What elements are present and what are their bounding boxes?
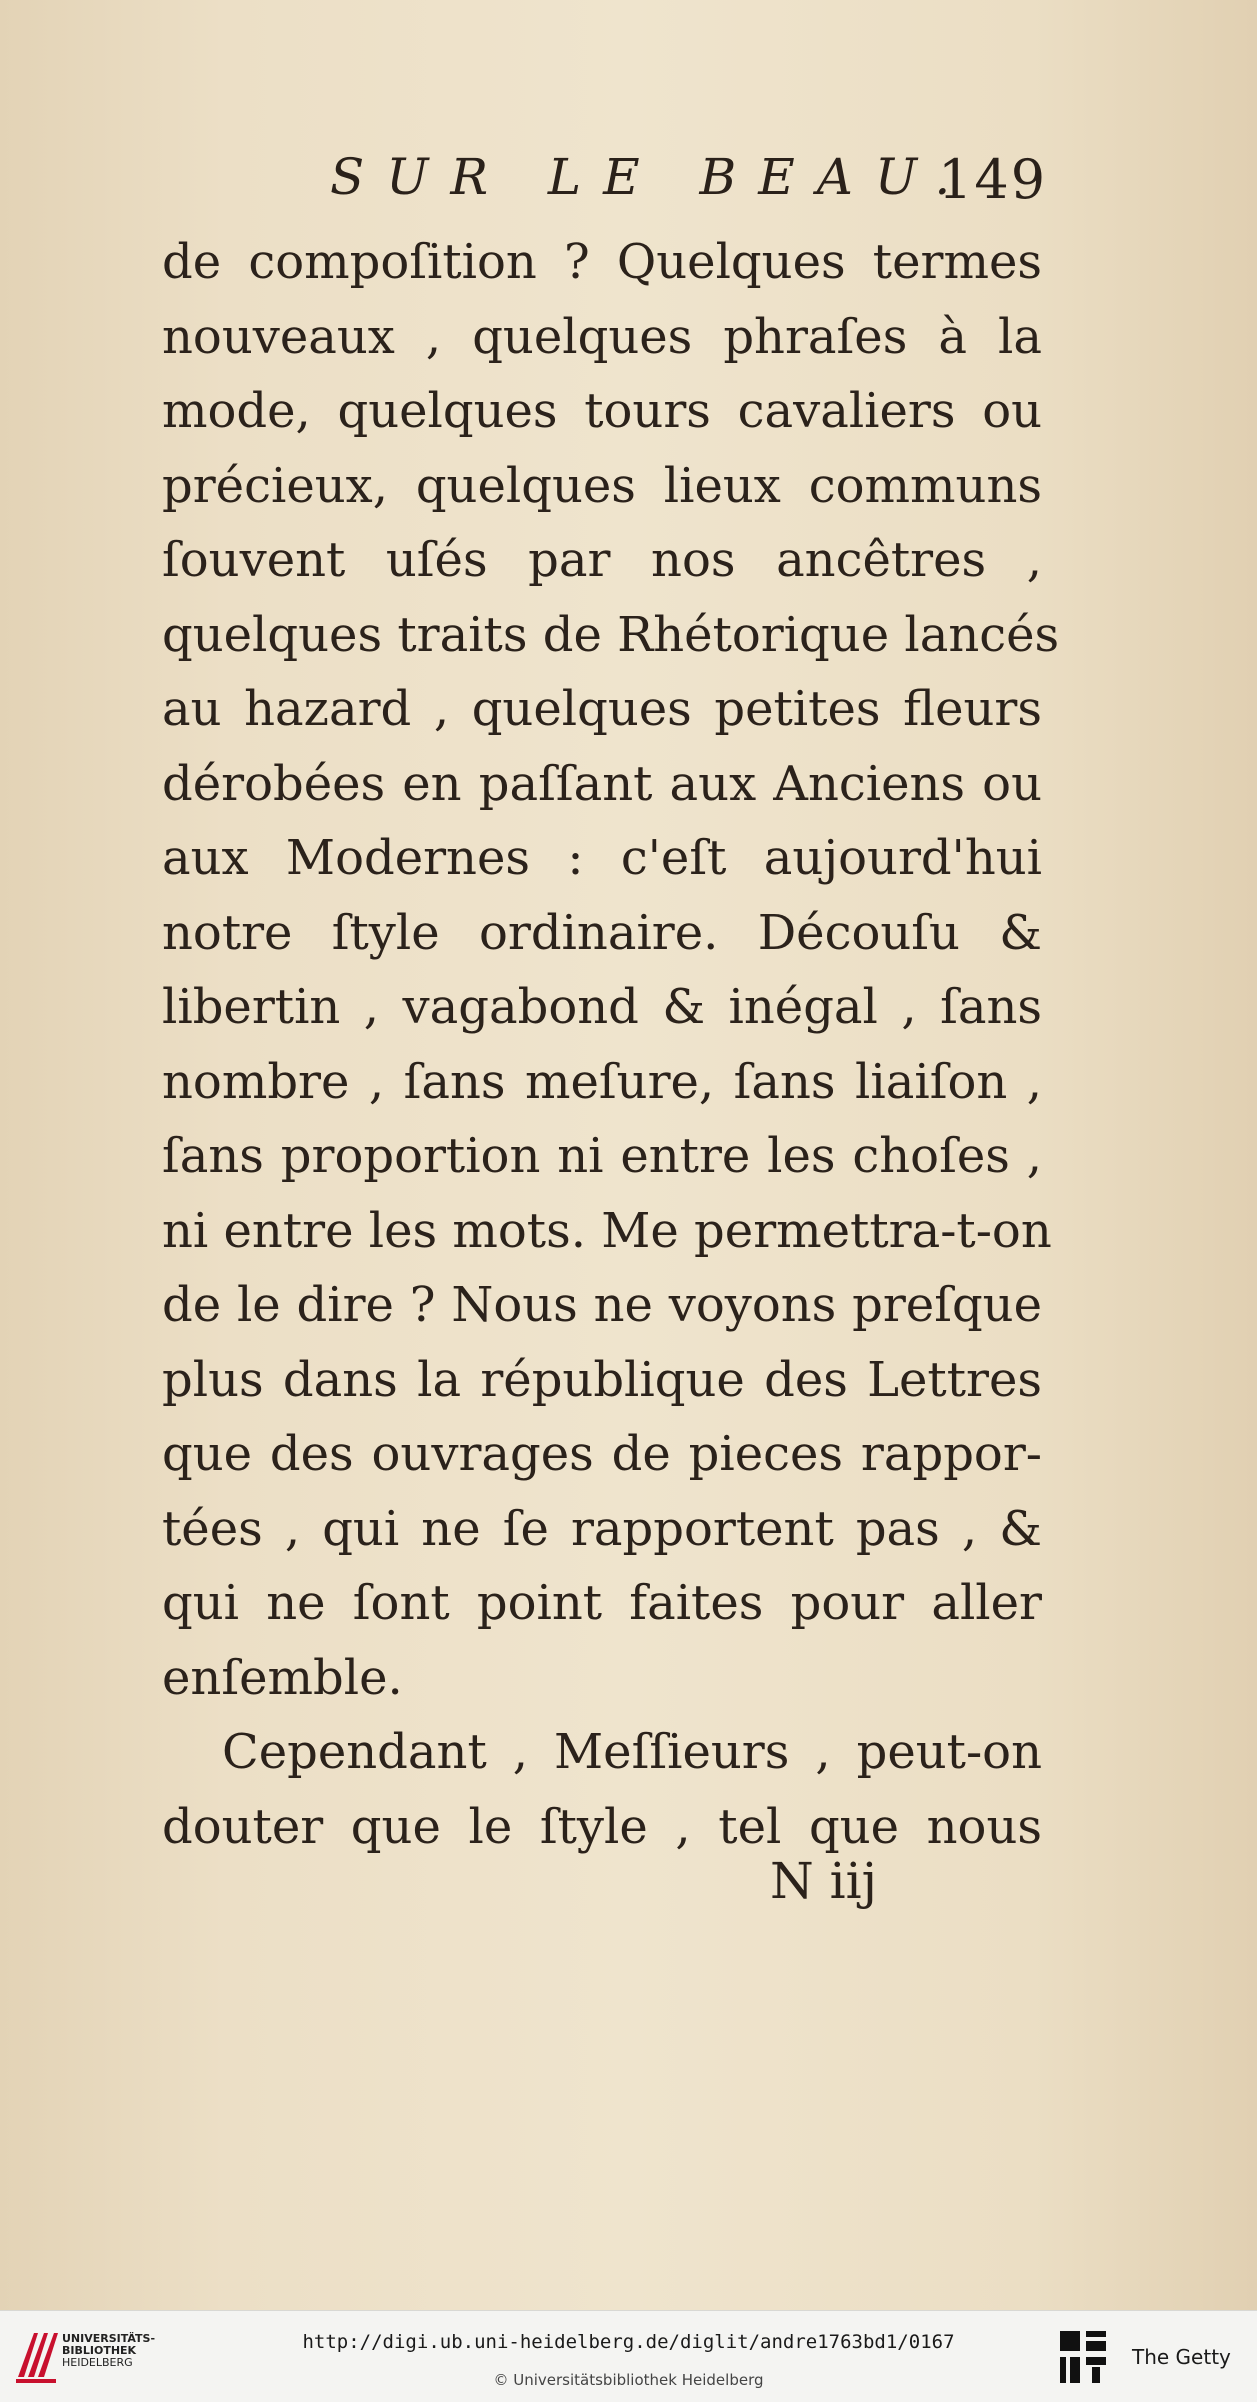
viewer-footer [0, 2310, 1257, 2402]
text-line: de compoſition ? Quelques termes [162, 234, 1042, 290]
text-line: qui ne ſont point faites pour aller [162, 1575, 1042, 1631]
permalink-url[interactable]: http://digi.ub.uni-heidelberg.de/diglit/andre1763bd1/0167 [302, 2331, 955, 2353]
text-line: dérobées en paſſant aux Anciens ou [162, 755, 1042, 812]
text-line: quelques traits de Rhétorique lancés [162, 606, 1060, 663]
copyright-notice: © Universitätsbibliothek Heidelberg [493, 2371, 764, 2389]
text-line: ni entre les mots. Me permettra-t-on [162, 1202, 1052, 1259]
body-text [162, 225, 1060, 1864]
text-line: que des ouvrages de pieces rappor- [162, 1426, 1042, 1482]
text-line: précieux, quelques lieux communs [162, 457, 1042, 514]
text-line: tées , qui ne ſe rapportent pas , & [162, 1500, 1042, 1557]
getty-logo-icon [1058, 2329, 1110, 2389]
text-line: ſouvent uſés par nos ancêtres , [162, 532, 1042, 588]
getty-partner-name: The Getty [1132, 2345, 1231, 2369]
text-line: aux Modernes : c'eſt aujourd'hui [162, 830, 1042, 886]
page-number: 149 [938, 148, 1048, 211]
text-line: de le dire ? Nous ne voyons preſque [162, 1277, 1042, 1333]
signature-mark: N iij [770, 1852, 878, 1910]
text-line: Cependant , Meſſieurs , peut-on [222, 1724, 1042, 1780]
text-line: ſans proportion ni entre les choſes , [162, 1128, 1042, 1184]
text-line: nombre , ſans meſure, ſans liaiſon , [162, 1053, 1042, 1110]
text-line: libertin , vagabond & inégal , ſans [162, 979, 1042, 1035]
text-line: mode, quelques tours cavaliers ou [162, 383, 1042, 439]
text-line: plus dans la république des Lettres [162, 1351, 1042, 1408]
text-line: notre ſtyle ordinaire. Découſu & [162, 904, 1042, 961]
ub-institution-name: UNIVERSITÄTS- BIBLIOTHEK HEIDELBERG [62, 2332, 156, 2369]
running-head: SUR LE BEAU. [330, 148, 973, 206]
text-line: nouveaux , quelques phraſes à la [162, 308, 1042, 365]
text-line: douter que le ſtyle , tel que nous [162, 1798, 1042, 1855]
text-line: au hazard , quelques petites fleurs [162, 681, 1042, 737]
text-line: enſemble. [162, 1649, 403, 1706]
